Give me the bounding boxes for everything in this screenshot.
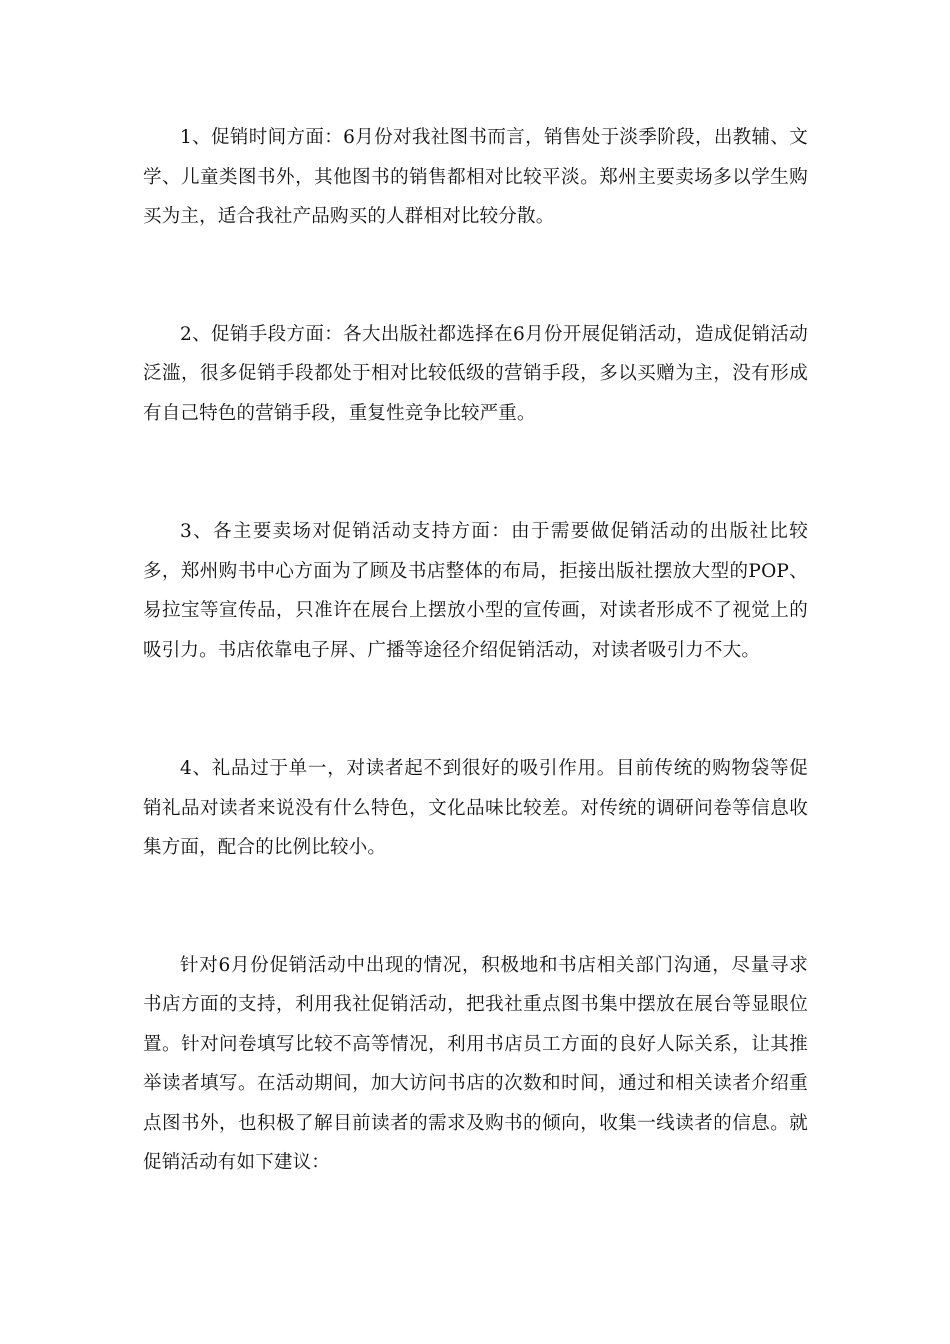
paragraph-promotion-methods: 2、促销手段方面：各大出版社都选择在6月份开展促销活动，造成促销活动泛滥，很多促销手段都处于相对比较低级的营销手段，多以买赠为主，没有形成有自己特色的营销手段，重复性竞争比较严重。	[143, 323, 808, 424]
paragraph-gifts: 4、礼品过于单一，对读者起不到很好的吸引作用。目前传统的购物袋等促销礼品对读者来说没有什么特色，文化品味比较差。对传统的调研问卷等信息收集方面，配合的比例比较小。	[143, 758, 808, 858]
paragraph-promotion-timing: 1、促销时间方面：6月份对我社图书而言，销售处于淡季阶段，出教辅、文学、儿童类图书外，其他图书的销售都相对比较平淡。郑州主要卖场多以学生购买为主，适合我社产品购买的人群相对比较分散。	[143, 127, 808, 227]
document-body	[143, 118, 808, 1183]
paragraph-response-measures: 针对6月份促销活动中出现的情况，积极地和书店相关部门沟通，尽量寻求书店方面的支持，利用我社促销活动，把我社重点图书集中摆放在展台等显眼位置。针对问卷填写比较不高等情况，利用书店员工方面的良好人际关系，让其推举读者填写。在活动期间，加大访问书店的次数和时间，通过和相关读者介绍重点图书外，也积极了解目前读者的需求及购书的倾向，收集一线读者的信息。就促销活动有如下建议：	[143, 954, 808, 1173]
paragraph-store-support: 3、各主要卖场对促销活动支持方面：由于需要做促销活动的出版社比较多，郑州购书中心方面为了顾及书店整体的布局，拒接出版社摆放大型的POP、易拉宝等宣传品，只准许在展台上摆放小型的宣传画，对读者形成不了视觉上的吸引力。书店依靠电子屏、广播等途径介绍促销活动，对读者吸引力不大。	[143, 521, 808, 661]
